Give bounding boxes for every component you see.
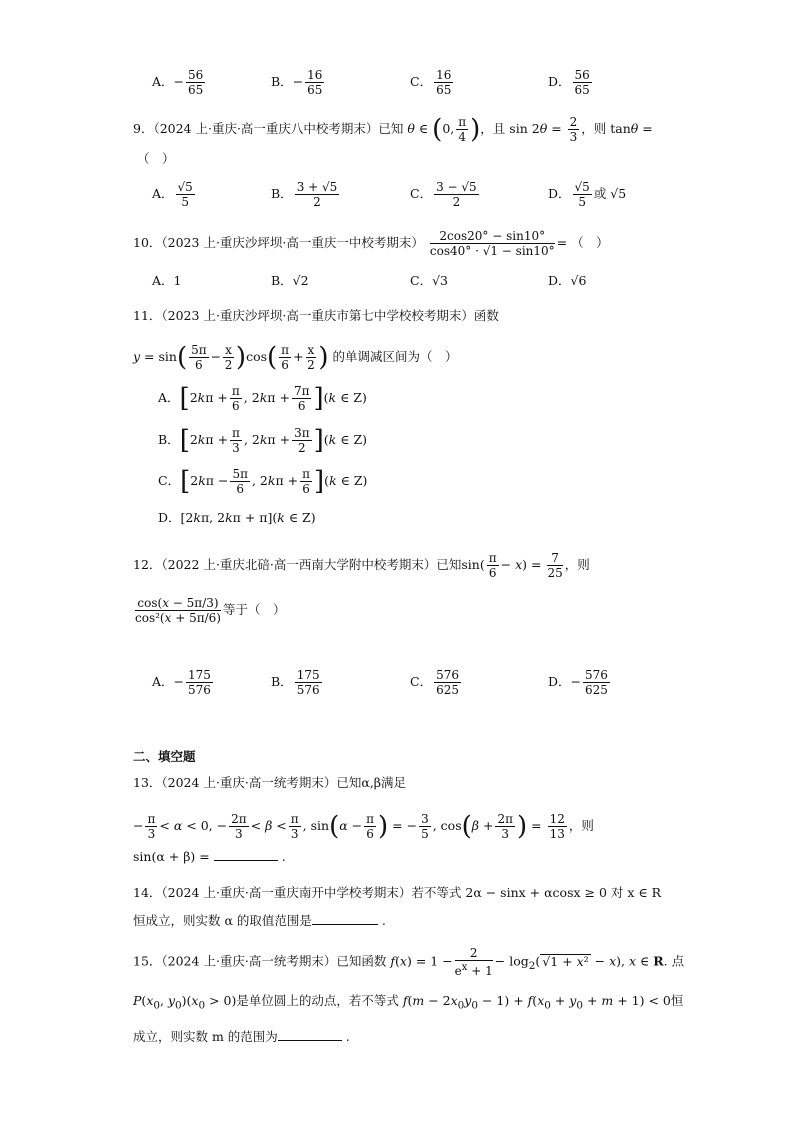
q8-option-c: C． $\frac{16}{65}$ [410, 68, 452, 97]
q11-option-a: A．[2kπ + $\frac{\pi}{6}$ , 2kπ + $\frac{7\pi}{6}$ ](k ∈ Z) [158, 383, 367, 414]
q14-line2: 恒成立，则实数 α 的取值范围是 . [133, 913, 386, 928]
q14-line1: 14．（2024 上·重庆·高一重庆南开中学校考期末）若不等式 2α − sinx + αcosx ≥ 0 对 x ∈ R [133, 885, 662, 900]
q10-stem: 10．（2023 上·重庆沙坪坝·高一重庆一中校考期末） $\frac{2\cos 20^\circ - \sin 10^\circ}{\cos 40^\circ \cdot √1 - \sin 10^\circ}$ = （ ） [133, 229, 609, 258]
q9-option-d: D． $\frac{√5}{5}$ 或 √5 [548, 180, 627, 209]
q9-option-c: C． $\frac{3 - √5}{2}$ [410, 180, 477, 209]
q10-option-c: C．√3 [410, 273, 448, 288]
q15-answer-blank[interactable] [278, 1028, 342, 1041]
q10-option-b: B．√2 [271, 273, 309, 288]
q13-answer-blank[interactable] [214, 848, 278, 861]
q11-option-d: D．[2kπ, 2kπ + π](k ∈ Z) [158, 510, 316, 525]
q8-option-d: D． $\frac{56}{65}$ [548, 68, 590, 97]
q12-option-a: A．− $\frac{175}{576}$ [152, 668, 211, 697]
q12-expression: $\frac{\cos(x - 5\pi/3)}{\text{cos²(x + 5π/6)}}$ 等于（ ） [135, 596, 286, 625]
q11-function: y = sin( $\frac{5\pi}{6}$ − $\frac{x}{2}$ )cos( $\frac{\pi}{6}$ + $\frac{x}{2}$ ) 的单调减区间为（ ） [133, 342, 458, 373]
q9-stem: 9．（2024 上·重庆·高一重庆八中校考期末）已知 θ ∈ (0, $\frac{\pi}{4}$ )，且 sin 2θ = $\frac{2}{3}$ ，则 tanθ = [133, 114, 653, 145]
q11-option-b: B．[2kπ + $\frac{\pi}{3}$ , 2kπ + $\frac{3\pi}{2}$ ](k ∈ Z) [158, 425, 368, 456]
q8-option-b: B．− $\frac{16}{65}$ [271, 68, 323, 97]
section-heading: 二、填空题 [133, 749, 196, 764]
q9-option-b: B． $\frac{3 + √5}{2}$ [271, 180, 338, 209]
q11-stem: 11．（2023 上·重庆沙坪坝·高一重庆市第七中学校校考期末）函数 [133, 308, 499, 323]
q10-option-a: A．1 [152, 273, 182, 288]
q9-option-a: A． $\frac{√5}{5}$ [152, 180, 193, 209]
q12-option-b: B． $\frac{175}{576}$ [271, 668, 320, 697]
q11-option-c: C．[2kπ − $\frac{5\pi}{6}$ , 2kπ + $\frac{\pi}{6}$ ](k ∈ Z) [158, 466, 368, 497]
q10-option-d: D．√6 [548, 273, 587, 288]
q13-stem: 13．（2024 上·重庆·高一统考期末）已知α,β满足 [133, 775, 407, 790]
q12-option-d: D．− $\frac{576}{625}$ [548, 668, 608, 697]
q15-line1: 15．（2024 上·重庆·高一统考期末）已知函数 f(x) = 1 − $\frac{2}{e^x + 1}$ − $\log_2$( √1 + x² − x), x ∈ R. 点 [133, 946, 685, 978]
q9-paren: （ ） [137, 151, 175, 166]
q13-conditions: − $\frac{\pi}{3}$ < α < 0, − $\frac{2\pi}{3}$ < β < $\frac{\pi}{3}$ , sin(α − $\frac{\pi}{6}$ ) = − $\frac{3}{5}$ , cos(β + $\frac{2\pi}{3}$ ) = $\frac{12}{13}$ ，则 [133, 811, 594, 842]
q15-line2: $P(x_0$, $y_0)(x_0 > 0)$是单位圆上的动点，若不等式 $f(m - 2x_0y_0 - 1) + f(x_0 + y_0 + m + 1) < 0$恒 [133, 993, 684, 1012]
q8-option-a: A．− $\frac{56}{65}$ [152, 68, 204, 97]
q13-ask: sin(α + β) = . [133, 849, 286, 864]
q15-line3: 成立，则实数 m 的范围为 . [133, 1029, 350, 1044]
q12-option-c: C． $\frac{576}{625}$ [410, 668, 459, 697]
q14-answer-blank[interactable] [312, 912, 378, 925]
q12-stem: 12．（2022 上·重庆北碚·高一西南大学附中校考期末）已知sin( $\frac{\pi}{6}$ − x) = $\frac{7}{25}$ ，则 [133, 551, 590, 580]
